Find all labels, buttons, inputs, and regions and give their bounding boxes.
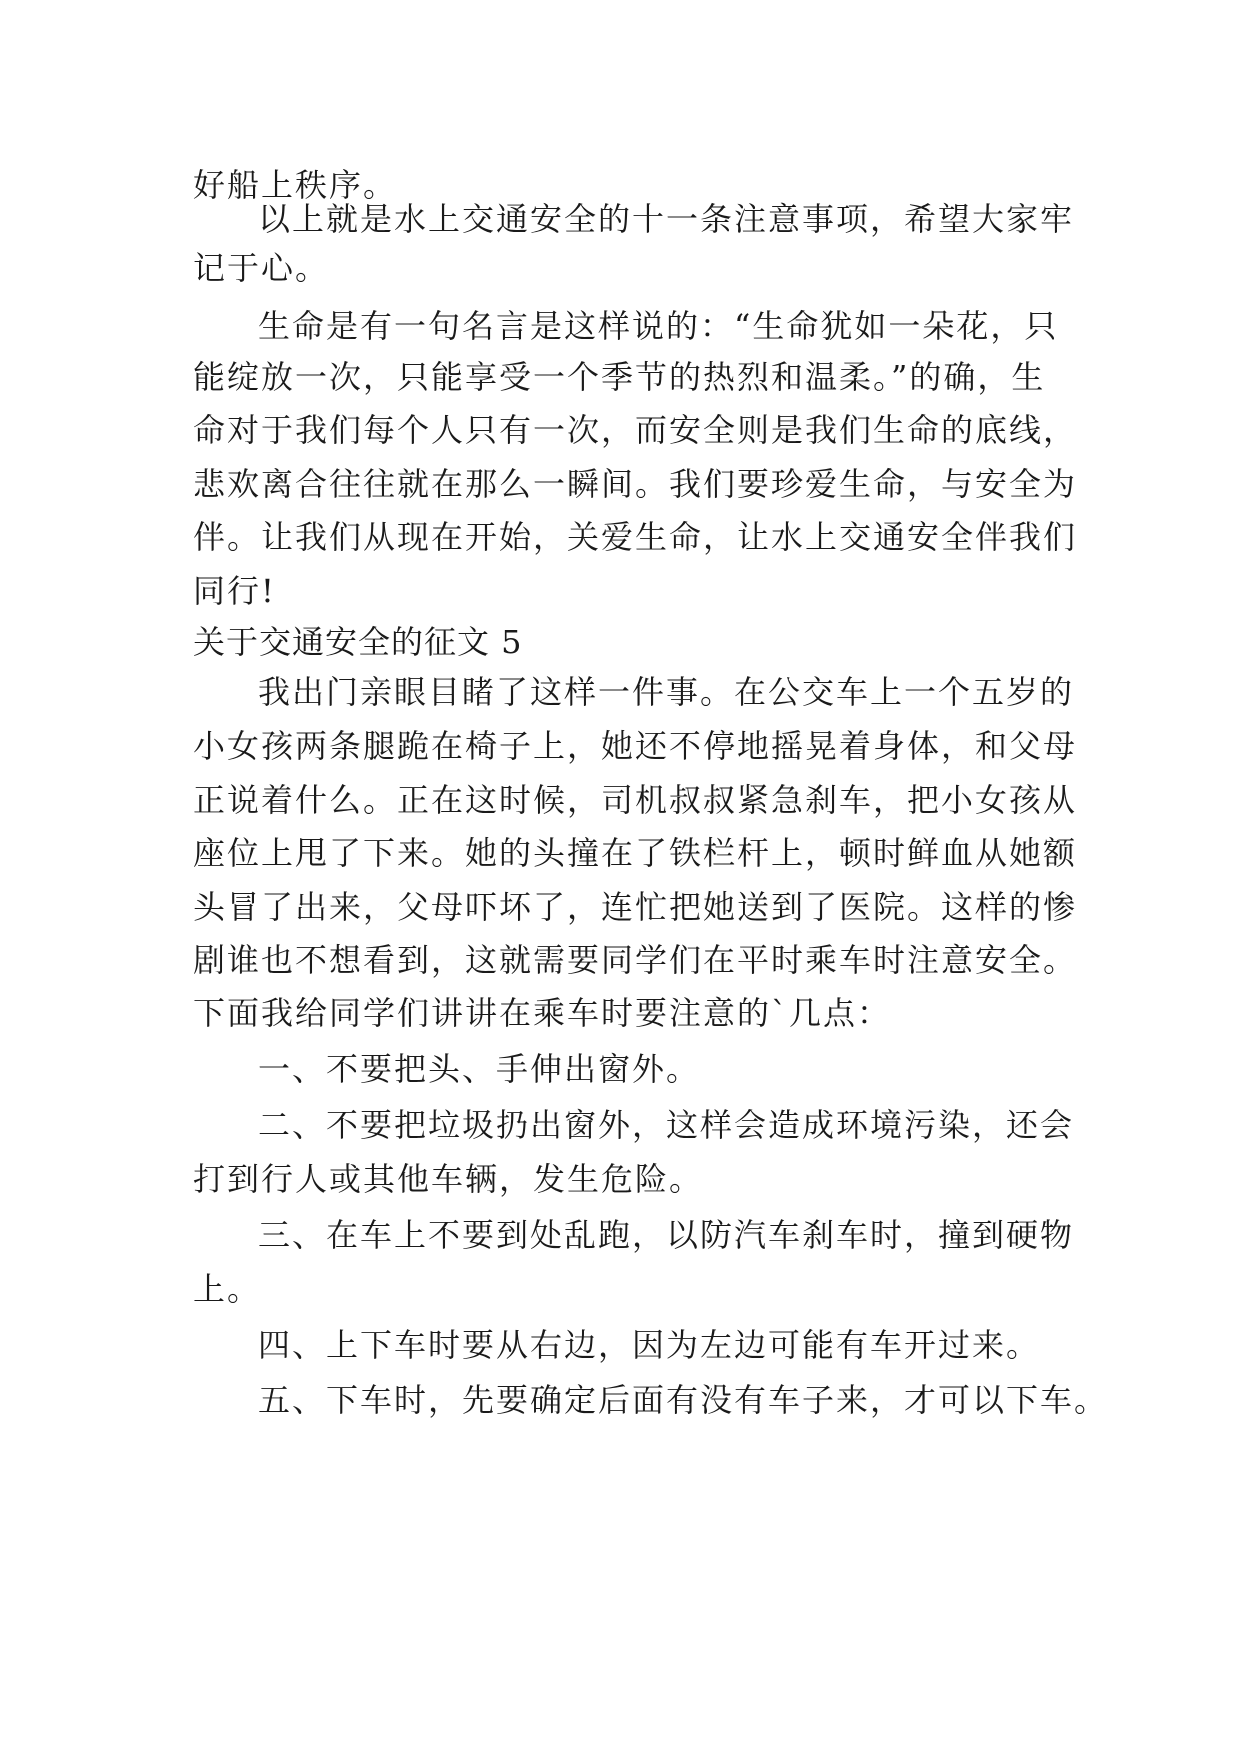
text-line: 记于心。 — [193, 249, 330, 287]
list-item: 一、不要把头、手伸出窗外。 — [258, 1050, 701, 1088]
paragraph-start: 我出门亲眼目睹了这样一件事。在公交车上一个五岁的 — [258, 673, 1075, 711]
list-item: 五、下车时，先要确定后面有没有车子来，才可以下车。 — [258, 1381, 1109, 1419]
text-line: 正说着什么。正在这时候，司机叔叔紧急刹车，把小女孩从 — [193, 781, 1078, 819]
text-line: 悲欢离合往往就在那么一瞬间。我们要珍爱生命，与安全为 — [193, 465, 1078, 503]
text-line: 命对于我们每个人只有一次，而安全则是我们生命的底线， — [193, 411, 1078, 449]
text-line: 小女孩两条腿跪在椅子上，她还不停地摇晃着身体，和父母 — [193, 727, 1078, 765]
paragraph-start: 生命是有一句名言是这样说的：“生命犹如一朵花，只 — [258, 307, 1059, 345]
text-line: 剧谁也不想看到，这就需要同学们在平时乘车时注意安全。 — [193, 941, 1078, 979]
text-line: 好船上秩序。 — [193, 166, 398, 204]
text-line: 同行! — [193, 572, 276, 610]
text-line: 下面我给同学们讲讲在乘车时要注意的`几点： — [193, 994, 892, 1032]
text-line: 能绽放一次，只能享受一个季节的热烈和温柔。”的确，生 — [193, 358, 1046, 396]
list-item: 二、不要把垃圾扔出窗外，这样会造成环境污染，还会 — [258, 1106, 1075, 1144]
section-heading: 关于交通安全的征文 5 — [193, 623, 523, 661]
text-line: 伴。让我们从现在开始，关爱生命，让水上交通安全伴我们 — [193, 518, 1078, 556]
paragraph-start: 以上就是水上交通安全的十一条注意事项，希望大家牢 — [258, 200, 1075, 238]
text-line: 打到行人或其他车辆，发生危险。 — [193, 1160, 704, 1198]
text-line: 上。 — [193, 1270, 262, 1308]
text-line: 座位上甩了下来。她的头撞在了铁栏杆上，顿时鲜血从她额 — [193, 834, 1078, 872]
text-line: 头冒了出来，父母吓坏了，连忙把她送到了医院。这样的惨 — [193, 888, 1078, 926]
list-item: 三、在车上不要到处乱跑，以防汽车刹车时，撞到硬物 — [258, 1216, 1075, 1254]
list-item: 四、上下车时要从右边，因为左边可能有车开过来。 — [258, 1326, 1041, 1364]
